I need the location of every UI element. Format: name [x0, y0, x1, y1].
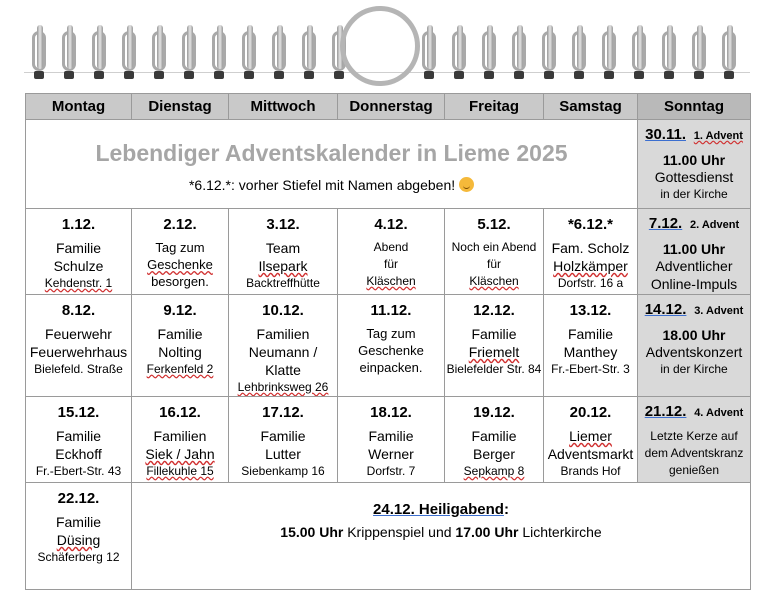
event-place: in der Kirche: [660, 362, 728, 376]
day-cell: [544, 209, 638, 295]
host-address: besorgen.: [151, 274, 209, 289]
host-line: Tag zum: [366, 326, 416, 341]
day-date: 1.12.: [61, 216, 96, 233]
host-name: Manthey: [563, 344, 618, 360]
host-line: Liemer: [569, 428, 612, 444]
host-address: Kläschen: [366, 274, 416, 288]
event-place: in der Kirche: [660, 187, 728, 201]
advent-label: 1. Advent: [693, 130, 743, 142]
day-date: 11.12.: [370, 302, 412, 319]
host-line: Familie: [368, 428, 414, 444]
event-time: 18.00 Uhr: [662, 327, 726, 343]
wire-coil: [538, 25, 560, 81]
host-name: Siek / Jahn: [145, 446, 215, 462]
day-date: 9.12.: [163, 302, 197, 319]
host-name: Friemelt: [468, 344, 520, 360]
host-name: Lutter: [265, 446, 301, 462]
spiral-binding: [0, 0, 760, 92]
smiley-icon: [459, 177, 474, 192]
wire-coil: [658, 25, 680, 81]
host-line: Familie: [567, 326, 614, 342]
host-address: Ferkenfeld 2: [146, 362, 214, 376]
day-date: 3.12.: [266, 216, 300, 233]
host-line: Fam. Scholz: [551, 240, 630, 256]
host-address: Backtreffhütte: [246, 276, 320, 290]
host-address: einpacken.: [359, 360, 423, 375]
day-date: 10.12.: [262, 302, 304, 319]
title-cell: [26, 120, 638, 209]
wire-coil: [208, 25, 230, 81]
host-address: Dorfstr. 16 a: [557, 276, 624, 290]
host-line: Familie: [55, 514, 102, 530]
day-date: *6.12.*: [567, 216, 614, 233]
event-line: Adventlicher: [655, 258, 733, 274]
wire-coil: [118, 25, 140, 81]
host-address: Bielefeld. Straße: [34, 362, 123, 376]
day-date: 17.12.: [262, 404, 304, 421]
wire-coil: [148, 25, 170, 81]
event-line: dem Adventskranz: [644, 446, 744, 460]
host-name: Berger: [472, 446, 516, 462]
day-cell: [229, 397, 338, 483]
header-montag: Montag: [26, 94, 132, 120]
host-line: Noch ein Abend: [451, 240, 537, 254]
host-address: Brands Hof: [560, 464, 621, 478]
header-mittwoch: Mittwoch: [229, 94, 338, 120]
wire-coil: [598, 25, 620, 81]
host-line: Familie: [55, 428, 102, 444]
header-samstag: Samstag: [544, 94, 638, 120]
host-name: für: [383, 257, 398, 271]
wire-coil: [58, 25, 80, 81]
day-cell: [26, 209, 132, 295]
wire-coil: [298, 25, 320, 81]
wire-coil: [628, 25, 650, 81]
host-line: Familie: [471, 428, 517, 444]
day-date: 18.12.: [370, 404, 412, 421]
event-line: Adventskonzert: [645, 344, 743, 360]
wire-coil: [28, 25, 50, 81]
host-address: Siebenkamp 16: [241, 464, 325, 478]
host-address: Fr.-Ebert-Str. 3: [551, 362, 630, 376]
advent-label: 2. Advent: [690, 219, 740, 231]
day-cell: [229, 295, 338, 397]
wire-coil: [418, 25, 440, 81]
host-address: Kläschen: [469, 274, 519, 288]
day-cell: [26, 483, 132, 590]
day-cell: [445, 295, 544, 397]
day-date: 20.12.: [569, 404, 612, 421]
host-line: Abend: [373, 240, 409, 254]
sunday-cell-2: [638, 209, 751, 295]
day-cell: [338, 397, 445, 483]
host-name: Feuerwehrhaus: [29, 344, 128, 360]
host-line: Team: [265, 240, 301, 256]
wire-coil: [508, 25, 530, 81]
host-name: Geschenke: [358, 343, 424, 358]
day-date: 4.12.: [374, 216, 408, 233]
christmas-cell: [132, 483, 751, 590]
host-line: Familien: [256, 326, 310, 342]
day-date: 2.12.: [163, 216, 197, 233]
day-date: 13.12.: [569, 302, 612, 319]
host-name: Schulze: [53, 258, 104, 274]
host-name: Geschenke: [147, 257, 213, 272]
day-cell: [544, 295, 638, 397]
advent-label: 4. Advent: [694, 407, 744, 419]
host-line: Familie: [471, 326, 517, 342]
day-date: 30.11.: [645, 126, 686, 143]
wire-coil: [568, 25, 590, 81]
calendar-title: Lebendiger Adventskalender in Lieme 2025: [95, 140, 568, 166]
day-cell: [338, 209, 445, 295]
christmas-title: 24.12. Heiligabend:: [373, 501, 509, 518]
host-name: Adventsmarkt: [547, 446, 634, 462]
advent-calendar: [25, 93, 751, 590]
day-date: 16.12.: [159, 404, 201, 421]
header-sonntag: Sonntag: [638, 94, 751, 120]
wire-coil: [268, 25, 290, 81]
day-cell: [132, 295, 229, 397]
day-date: 8.12.: [61, 302, 96, 319]
host-name: Holzkämper: [553, 258, 628, 274]
host-name: für: [486, 257, 501, 271]
host-name: Nolting: [158, 344, 202, 360]
day-date: 21.12.: [644, 403, 687, 420]
host-line: Tag zum: [155, 240, 205, 255]
event-line: Gottesdienst: [654, 169, 734, 185]
day-date: 14.12.: [644, 301, 687, 318]
calendar-hanger: [340, 6, 420, 86]
host-name: Ilsepark: [258, 258, 308, 274]
day-cell: [26, 397, 132, 483]
event-line: genießen: [668, 463, 720, 477]
host-address: Sepkamp 8: [463, 464, 525, 478]
event-time: 11.00 Uhr: [662, 152, 726, 168]
wire-coil: [688, 25, 710, 81]
day-cell: [445, 397, 544, 483]
day-cell: [132, 209, 229, 295]
day-cell: [544, 397, 638, 483]
sunday-cell-4: [638, 397, 751, 483]
sunday-cell-3: [638, 295, 751, 397]
wire-coil: [718, 25, 740, 81]
boot-note: *6.12.*: vorher Stiefel mit Namen abgeben!: [26, 177, 637, 193]
header-freitag: Freitag: [445, 94, 544, 120]
host-address: Bielefelder Str. 84: [446, 362, 542, 376]
event-place: Online-Impuls: [650, 276, 738, 292]
day-date: 22.12.: [57, 490, 100, 507]
host-address: Fr.-Ebert-Str. 43: [35, 464, 122, 478]
host-name: Neumann / Klatte: [248, 344, 318, 378]
host-name: Werner: [368, 446, 414, 462]
day-date: 19.12.: [473, 404, 515, 421]
day-cell: [132, 397, 229, 483]
header-donnerstag: Donnerstag: [338, 94, 445, 120]
host-address: Fillekuhle 15: [146, 464, 214, 478]
wire-coil: [88, 25, 110, 81]
host-line: Familie: [157, 326, 203, 342]
day-cell: [229, 209, 338, 295]
event-line: Letzte Kerze auf: [650, 429, 738, 443]
event-time: 11.00 Uhr: [662, 241, 726, 257]
wire-coil: [478, 25, 500, 81]
advent-label: 3. Advent: [694, 305, 744, 317]
day-date: 12.12.: [473, 302, 515, 319]
wire-coil: [178, 25, 200, 81]
host-name: Eckhoff: [55, 446, 102, 462]
host-line: Familie: [55, 240, 102, 256]
day-date: 5.12.: [477, 216, 511, 233]
day-date: 15.12.: [57, 404, 100, 421]
sunday-cell-1: [638, 120, 751, 209]
day-cell: [338, 295, 445, 397]
header-dienstag: Dienstag: [132, 94, 229, 120]
day-cell: [26, 295, 132, 397]
host-line: Familie: [260, 428, 306, 444]
host-line: Familien: [153, 428, 207, 444]
host-address: Dorfstr. 7: [366, 464, 416, 478]
wire-coil: [238, 25, 260, 81]
christmas-schedule: 15.00 Uhr Krippenspiel und 17.00 Uhr Lichterkirche: [280, 524, 602, 540]
host-address: Schäferberg 12: [37, 550, 120, 564]
host-address: Lehbrinksweg 26: [237, 380, 329, 394]
host-address: Kehdenstr. 1: [44, 276, 113, 290]
day-cell: [445, 209, 544, 295]
day-date: 7.12.: [648, 215, 683, 232]
host-name: Düsing: [56, 532, 101, 548]
wire-coil: [448, 25, 470, 81]
host-line: Feuerwehr: [45, 326, 112, 342]
